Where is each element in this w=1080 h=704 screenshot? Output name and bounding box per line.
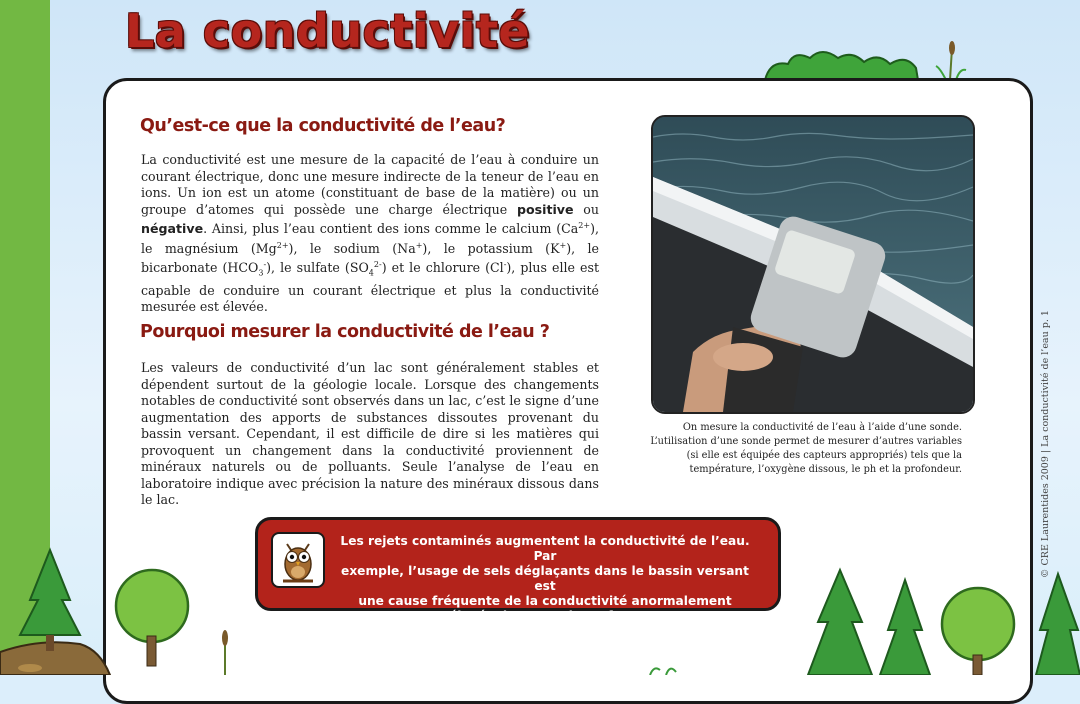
bottom-left-scenery bbox=[0, 540, 240, 675]
conductivity-probe-photo bbox=[651, 115, 975, 414]
callout-message: Les rejets contaminés augmentent la conductivité de l’eau. Par exemple, l’usage de sels déglaçants dans le bassin versant est une cause fréquente de la conductivité anormalement élevée des eaux de surface. bbox=[340, 534, 750, 623]
photo-caption: On mesure la conductivité de l’eau à l’aide d’une sonde. L’utilisation d’une sonde permet de mesurer d’autres variables (si elle est équipée des capteurs appropriés) tels que la température, l’oxygène dissous, le ph et la profondeur. bbox=[650, 422, 962, 475]
bottom-right-scenery bbox=[640, 560, 1080, 675]
section-heading-what: Qu’est-ce que la conductivité de l’eau? bbox=[140, 116, 506, 136]
owl-icon bbox=[271, 532, 325, 588]
page-footer-credit: © CRE Laurentides 2009 | La conductivité de l’eau p. 1 bbox=[1040, 310, 1051, 578]
section-paragraph-why: Les valeurs de conductivité d’un lac sont généralement stables et dépendent surtout de la géologie locale. Lorsque des changements notables de conductivité sont observés dans un lac, c’est le signe d’une augmentation des apports de substances dissoutes provenant du bassin versant. Cependant, il est difficile de dire si les matières qui provoquent un changement dans la conductivité proviennent de minéraux naturels ou de polluants. Seule l’analyse de l’eau en laboratoire indique avec précision la nature des minéraux dissous dans le lac. bbox=[141, 360, 599, 507]
section-heading-why: Pourquoi mesurer la conductivité de l’eau ? bbox=[140, 322, 550, 342]
page-title: La conductivité bbox=[125, 4, 531, 58]
top-bushes bbox=[760, 38, 980, 82]
section-paragraph-what: La conductivité est une mesure de la capacité de l’eau à conduire un courant électrique, donc une mesure indirecte de la teneur de l’eau en ions. Un ion est un atome (constituant de base de la matière) ou un groupe d’atomes qui possède une charge électrique positive ou négative. Ainsi, plus l’eau contient des ions comme le calcium $(Ca^{2+})$, le magnésium $(Mg^{2+})$, le sodium (Na+), le potassium (K+), le bicarbonate $(HCO_3^-)$, le sulfate $(SO_4^{2-})$ et le chlorure (Cl-), plus elle est capable de conduire un courant électrique et plus la conductivité mesurée est élevée. bbox=[141, 152, 600, 315]
